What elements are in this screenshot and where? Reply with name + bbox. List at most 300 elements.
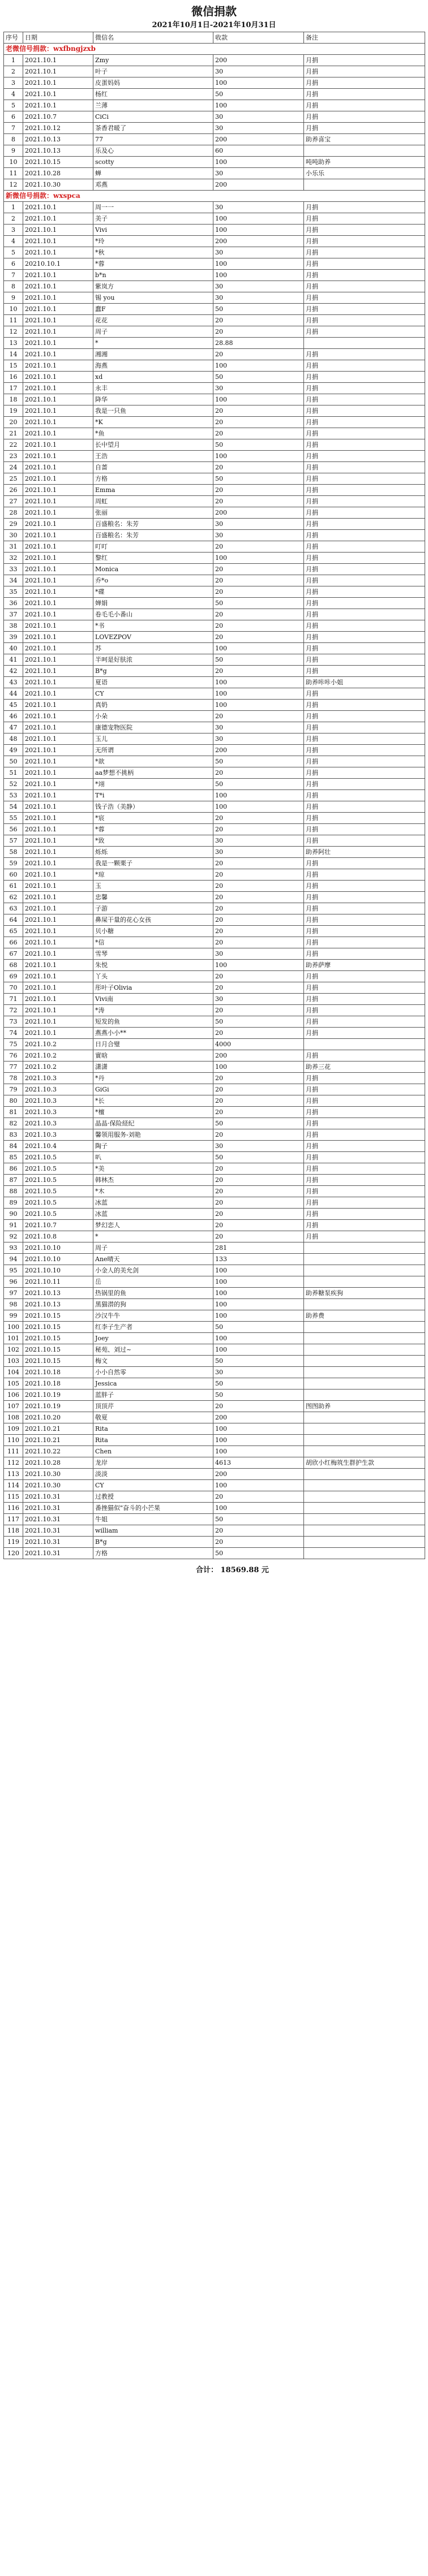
table-row <box>4 1378 425 1390</box>
cell-index: 100 <box>4 1322 23 1333</box>
cell-amount: 100 <box>213 700 304 711</box>
cell-name: Vivi <box>93 225 213 236</box>
cell-name: 长中望月 <box>93 439 213 451</box>
cell-amount: 50 <box>213 1514 304 1525</box>
cell-name: *K <box>93 417 213 428</box>
cell-name: 海燕 <box>93 360 213 372</box>
cell-note <box>304 179 425 191</box>
table-row <box>4 745 425 756</box>
cell-amount: 100 <box>213 677 304 688</box>
cell-amount: 50 <box>213 598 304 609</box>
cell-date: 2021.10.1 <box>23 813 93 824</box>
cell-note: 月捐 <box>304 89 425 100</box>
cell-name: *鱼 <box>93 428 213 439</box>
cell-date: 2021.10.7 <box>23 1220 93 1231</box>
cell-amount: 20 <box>213 349 304 360</box>
cell-amount: 20 <box>213 666 304 677</box>
cell-amount: 20 <box>213 903 304 914</box>
table-row <box>4 982 425 994</box>
table-row <box>4 1016 425 1028</box>
cell-index: 108 <box>4 1412 23 1423</box>
cell-name: Zmy <box>93 55 213 66</box>
cell-index: 63 <box>4 903 23 914</box>
cell-note: 月捐 <box>304 77 425 89</box>
cell-date: 2021.10.1 <box>23 790 93 801</box>
cell-date: 2021.10.1 <box>23 338 93 349</box>
cell-note: 胡欣小红梅筑生群护生款 <box>304 1457 425 1469</box>
table-row <box>4 1480 425 1491</box>
cell-index: 43 <box>4 677 23 688</box>
cell-index: 95 <box>4 1265 23 1276</box>
cell-date: 2021.10.30 <box>23 1480 93 1491</box>
cell-date: 2021.10.1 <box>23 372 93 383</box>
cell-note: 月捐 <box>304 824 425 835</box>
cell-index: 18 <box>4 394 23 405</box>
cell-index: 67 <box>4 948 23 960</box>
cell-note: 月捐 <box>304 801 425 813</box>
table-row <box>4 315 425 326</box>
table-row <box>4 157 425 168</box>
cell-note: 月捐 <box>304 813 425 824</box>
cell-date: 2021.10.1 <box>23 1016 93 1028</box>
cell-note: 月捐 <box>304 620 425 632</box>
cell-index: 25 <box>4 473 23 485</box>
cell-amount: 100 <box>213 1423 304 1435</box>
cell-note: 助养喜宝 <box>304 134 425 145</box>
cell-name: Ane晴天 <box>93 1254 213 1265</box>
cell-name: xd <box>93 372 213 383</box>
cell-index: 4 <box>4 89 23 100</box>
cell-name: CiCi <box>93 111 213 123</box>
cell-date: 2021.10.1 <box>23 553 93 564</box>
cell-date: 2021.10.1 <box>23 270 93 281</box>
cell-index: 105 <box>4 1378 23 1390</box>
cell-note: 月捐 <box>304 756 425 767</box>
cell-name: 小金人的美允剑 <box>93 1265 213 1276</box>
cell-note <box>304 1469 425 1480</box>
cell-note: 月捐 <box>304 541 425 553</box>
cell-amount: 20 <box>213 982 304 994</box>
cell-index: 52 <box>4 779 23 790</box>
table-row <box>4 960 425 971</box>
cell-note <box>304 1254 425 1265</box>
cell-amount: 20 <box>213 858 304 869</box>
cell-note: 月捐 <box>304 304 425 315</box>
cell-index: 7 <box>4 123 23 134</box>
cell-index: 76 <box>4 1050 23 1062</box>
cell-amount: 20 <box>213 575 304 586</box>
cell-index: 103 <box>4 1356 23 1367</box>
cell-note <box>304 1446 425 1457</box>
cell-name: Emma <box>93 485 213 496</box>
cell-date: 2021.10.15 <box>23 1356 93 1367</box>
cell-date: 2021.10.15 <box>23 1310 93 1322</box>
table-row <box>4 926 425 937</box>
cell-note: 月捐 <box>304 1175 425 1186</box>
table-row <box>4 598 425 609</box>
cell-index: 28 <box>4 507 23 519</box>
cell-index: 91 <box>4 1220 23 1231</box>
cell-amount: 20 <box>213 1129 304 1141</box>
cell-date: 2021.10.1 <box>23 349 93 360</box>
cell-note: 月捐 <box>304 1186 425 1197</box>
cell-name: 我是一只鱼 <box>93 405 213 417</box>
table-row <box>4 1265 425 1276</box>
section-label: 老微信号捐款：wxfbngjzxb <box>4 44 425 55</box>
cell-date: 2021.10.1 <box>23 847 93 858</box>
cell-date: 2021.10.5 <box>23 1163 93 1175</box>
cell-note: 月捐 <box>304 360 425 372</box>
cell-date: 2021.10.21 <box>23 1435 93 1446</box>
cell-index: 14 <box>4 349 23 360</box>
cell-date: 2021.10.1 <box>23 202 93 213</box>
cell-amount: 30 <box>213 1367 304 1378</box>
table-row <box>4 903 425 914</box>
cell-note: 月捐 <box>304 926 425 937</box>
cell-name: 卷毛毛小番山 <box>93 609 213 620</box>
cell-amount: 50 <box>213 1356 304 1367</box>
cell-index: 1 <box>4 202 23 213</box>
page-title: 微信捐款 <box>191 5 237 18</box>
cell-name: 晶晶·保险経纪 <box>93 1118 213 1129</box>
cell-date: 2021.10.18 <box>23 1378 93 1390</box>
cell-note <box>304 1276 425 1288</box>
cell-amount: 200 <box>213 1050 304 1062</box>
cell-index: 12 <box>4 179 23 191</box>
cell-amount: 20 <box>213 881 304 892</box>
cell-amount: 60 <box>213 145 304 157</box>
cell-note: 月捐 <box>304 66 425 77</box>
cell-index: 51 <box>4 767 23 779</box>
table-row <box>4 790 425 801</box>
cell-date: 2021.10.2 <box>23 1050 93 1062</box>
cell-index: 53 <box>4 790 23 801</box>
cell-note: 月捐 <box>304 1095 425 1107</box>
cell-date: 2021.10.1 <box>23 700 93 711</box>
table-row <box>4 881 425 892</box>
cell-name: B*g <box>93 1537 213 1548</box>
cell-note <box>304 1356 425 1367</box>
cell-date: 2021.10.1 <box>23 767 93 779</box>
cell-name: Rita <box>93 1435 213 1446</box>
cell-note <box>304 1265 425 1276</box>
table-row <box>4 1175 425 1186</box>
cell-date: 2021.10.1 <box>23 428 93 439</box>
cell-date: 2021.10.3 <box>23 1118 93 1129</box>
cell-amount: 100 <box>213 801 304 813</box>
cell-index: 117 <box>4 1514 23 1525</box>
table-row <box>4 213 425 225</box>
cell-date: 2021.10.1 <box>23 281 93 292</box>
cell-name: 花花 <box>93 315 213 326</box>
cell-amount: 30 <box>213 383 304 394</box>
cell-date: 2021.10.1 <box>23 948 93 960</box>
cell-name: Vivi南 <box>93 994 213 1005</box>
cell-date: 2021.10.30 <box>23 1469 93 1480</box>
table-row <box>4 1163 425 1175</box>
cell-amount: 20 <box>213 586 304 598</box>
cell-index: 36 <box>4 598 23 609</box>
cell-note: 月捐 <box>304 564 425 575</box>
cell-note: 月捐 <box>304 247 425 258</box>
cell-note <box>304 1390 425 1401</box>
cell-note: 月捐 <box>304 643 425 654</box>
table-row <box>4 700 425 711</box>
cell-index: 50 <box>4 756 23 767</box>
cell-date: 2021.10.28 <box>23 168 93 179</box>
cell-amount: 20 <box>213 1209 304 1220</box>
cell-index: 84 <box>4 1141 23 1152</box>
cell-index: 37 <box>4 609 23 620</box>
total-label: 合计： <box>196 1566 219 1574</box>
cell-amount: 200 <box>213 745 304 756</box>
cell-name: *美 <box>93 1163 213 1175</box>
cell-note: 月捐 <box>304 1231 425 1242</box>
cell-amount: 30 <box>213 292 304 304</box>
cell-index: 56 <box>4 824 23 835</box>
table-row <box>4 1401 425 1412</box>
cell-index: 10 <box>4 157 23 168</box>
cell-amount: 4613 <box>213 1457 304 1469</box>
cell-amount: 30 <box>213 530 304 541</box>
cell-index: 13 <box>4 338 23 349</box>
col-header-amount: 收款 <box>213 32 304 44</box>
cell-amount: 30 <box>213 202 304 213</box>
cell-index: 58 <box>4 847 23 858</box>
cell-date: 2021.10.31 <box>23 1537 93 1548</box>
cell-date: 2021.10.1 <box>23 620 93 632</box>
cell-name: 77 <box>93 134 213 145</box>
cell-date: 2021.10.1 <box>23 519 93 530</box>
cell-index: 75 <box>4 1039 23 1050</box>
cell-amount: 30 <box>213 123 304 134</box>
cell-amount: 200 <box>213 134 304 145</box>
cell-note: 月捐 <box>304 937 425 948</box>
cell-note: 月捐 <box>304 202 425 213</box>
cell-note <box>304 1367 425 1378</box>
cell-name: 方格 <box>93 473 213 485</box>
cell-date: 2021.10.1 <box>23 247 93 258</box>
table-row <box>4 620 425 632</box>
cell-date: 2021.10.1 <box>23 541 93 553</box>
cell-index: 70 <box>4 982 23 994</box>
cell-index: 5 <box>4 247 23 258</box>
cell-index: 82 <box>4 1118 23 1129</box>
cell-name: 紫岚方 <box>93 281 213 292</box>
cell-index: 16 <box>4 372 23 383</box>
cell-date: 2021.10.1 <box>23 926 93 937</box>
table-row <box>4 1231 425 1242</box>
table-row <box>4 564 425 575</box>
cell-date: 2021.10.1 <box>23 914 93 926</box>
cell-amount: 200 <box>213 1412 304 1423</box>
cell-note: 月捐 <box>304 598 425 609</box>
cell-index: 11 <box>4 315 23 326</box>
cell-index: 49 <box>4 745 23 756</box>
table-row <box>4 383 425 394</box>
cell-name: 茶香君暖了 <box>93 123 213 134</box>
cell-name: 张丽 <box>93 507 213 519</box>
cell-name: T*i <box>93 790 213 801</box>
cell-date: 2021.10.1 <box>23 360 93 372</box>
cell-amount: 20 <box>213 1491 304 1503</box>
cell-note: 助养咔咔小姐 <box>304 677 425 688</box>
cell-date: 2021.10.1 <box>23 485 93 496</box>
cell-index: 107 <box>4 1401 23 1412</box>
cell-amount: 20 <box>213 869 304 881</box>
cell-amount: 50 <box>213 1016 304 1028</box>
cell-index: 90 <box>4 1209 23 1220</box>
table-row <box>4 609 425 620</box>
cell-note: 月捐 <box>304 1220 425 1231</box>
cell-date: 2021.10.1 <box>23 722 93 733</box>
cell-note: 月捐 <box>304 1107 425 1118</box>
cell-note: 月捐 <box>304 586 425 598</box>
cell-name: 淡淡 <box>93 1469 213 1480</box>
cell-date: 2021.10.1 <box>23 937 93 948</box>
cell-name: 热锅里的鱼 <box>93 1288 213 1299</box>
cell-note: 助养萨摩 <box>304 960 425 971</box>
cell-index: 85 <box>4 1152 23 1163</box>
cell-date: 2021.10.30 <box>23 179 93 191</box>
cell-index: 120 <box>4 1548 23 1559</box>
table-row <box>4 236 425 247</box>
cell-index: 68 <box>4 960 23 971</box>
cell-amount: 30 <box>213 168 304 179</box>
cell-name: 蠢F <box>93 304 213 315</box>
table-row <box>4 55 425 66</box>
cell-amount: 50 <box>213 1118 304 1129</box>
cell-date: 2021.10.3 <box>23 1129 93 1141</box>
cell-name: 忠馨 <box>93 892 213 903</box>
cell-index: 2 <box>4 66 23 77</box>
cell-date: 2021.10.15 <box>23 157 93 168</box>
cell-index: 6 <box>4 111 23 123</box>
cell-name: Jessica <box>93 1378 213 1390</box>
cell-amount: 20 <box>213 428 304 439</box>
table-row <box>4 892 425 903</box>
cell-amount: 100 <box>213 643 304 654</box>
cell-date: 2021.10.1 <box>23 1028 93 1039</box>
cell-note: 月捐 <box>304 1028 425 1039</box>
cell-index: 106 <box>4 1390 23 1401</box>
table-row <box>4 519 425 530</box>
cell-name: 杨红 <box>93 89 213 100</box>
cell-name: 苏 <box>93 643 213 654</box>
cell-note <box>304 1378 425 1390</box>
cell-note: 月捐 <box>304 372 425 383</box>
cell-date: 2021.10.5 <box>23 1186 93 1197</box>
cell-index: 97 <box>4 1288 23 1299</box>
cell-amount: 100 <box>213 1276 304 1288</box>
table-row <box>4 586 425 598</box>
cell-name: 乔*o <box>93 575 213 586</box>
cell-date: 2021.10.1 <box>23 100 93 111</box>
cell-index: 111 <box>4 1446 23 1457</box>
cell-amount: 20 <box>213 914 304 926</box>
cell-index: 1 <box>4 55 23 66</box>
cell-index: 99 <box>4 1310 23 1322</box>
table-row <box>4 632 425 643</box>
cell-name: 子游 <box>93 903 213 914</box>
cell-note: 月捐 <box>304 666 425 677</box>
cell-note: 月捐 <box>304 111 425 123</box>
cell-date: 2021.10.1 <box>23 643 93 654</box>
cell-index: 116 <box>4 1503 23 1514</box>
cell-name: B*g <box>93 666 213 677</box>
cell-amount: 30 <box>213 111 304 123</box>
cell-index: 74 <box>4 1028 23 1039</box>
cell-amount: 200 <box>213 1469 304 1480</box>
cell-name: 朱悦 <box>93 960 213 971</box>
cell-date: 2021.10.1 <box>23 994 93 1005</box>
table-row <box>4 202 425 213</box>
cell-name: *宸 <box>93 813 213 824</box>
cell-amount: 20 <box>213 1028 304 1039</box>
cell-note: 月捐 <box>304 1073 425 1084</box>
cell-name: 黑猫潜的狗 <box>93 1299 213 1310</box>
cell-index: 78 <box>4 1073 23 1084</box>
cell-name: CY <box>93 688 213 700</box>
cell-note: 月捐 <box>304 767 425 779</box>
cell-name: 燕燕小小** <box>93 1028 213 1039</box>
table-row <box>4 553 425 564</box>
cell-index: 34 <box>4 575 23 586</box>
cell-amount: 20 <box>213 971 304 982</box>
cell-date: 2021.10.20 <box>23 1412 93 1423</box>
cell-amount: 20 <box>213 711 304 722</box>
cell-note: 月捐 <box>304 292 425 304</box>
cell-name: 周子 <box>93 326 213 338</box>
cell-name: *蓉 <box>93 824 213 835</box>
cell-note: 月捐 <box>304 892 425 903</box>
cell-index: 10 <box>4 304 23 315</box>
cell-amount: 50 <box>213 1152 304 1163</box>
cell-name: 敬夏 <box>93 1412 213 1423</box>
cell-date: 2021.10.1 <box>23 982 93 994</box>
table-row <box>4 417 425 428</box>
table-row <box>4 496 425 507</box>
col-header-note: 备注 <box>304 32 425 44</box>
table-row <box>4 1457 425 1469</box>
cell-index: 17 <box>4 383 23 394</box>
cell-date: 2021.10.2 <box>23 1039 93 1050</box>
table-row <box>4 541 425 553</box>
cell-amount: 100 <box>213 688 304 700</box>
cell-name: 贝小糖 <box>93 926 213 937</box>
cell-date: 2021.10.3 <box>23 1084 93 1095</box>
cell-index: 54 <box>4 801 23 813</box>
cell-index: 8 <box>4 134 23 145</box>
cell-name: 夏语 <box>93 677 213 688</box>
total-row <box>3 1559 425 1582</box>
cell-amount: 20 <box>213 926 304 937</box>
cell-note: 月捐 <box>304 881 425 892</box>
cell-name: 周虹 <box>93 496 213 507</box>
cell-amount: 100 <box>213 1446 304 1457</box>
cell-note: 月捐 <box>304 835 425 847</box>
cell-amount: 50 <box>213 1378 304 1390</box>
cell-name: 梅文 <box>93 1356 213 1367</box>
cell-amount: 20 <box>213 1163 304 1175</box>
cell-index: 81 <box>4 1107 23 1118</box>
cell-name: 叮叮 <box>93 541 213 553</box>
table-row <box>4 428 425 439</box>
cell-date: 2021.10.1 <box>23 688 93 700</box>
page-period: 2021年10月1日-2021年10月31日 <box>152 21 276 29</box>
table-row <box>4 914 425 926</box>
col-header-index: 序号 <box>4 32 23 44</box>
